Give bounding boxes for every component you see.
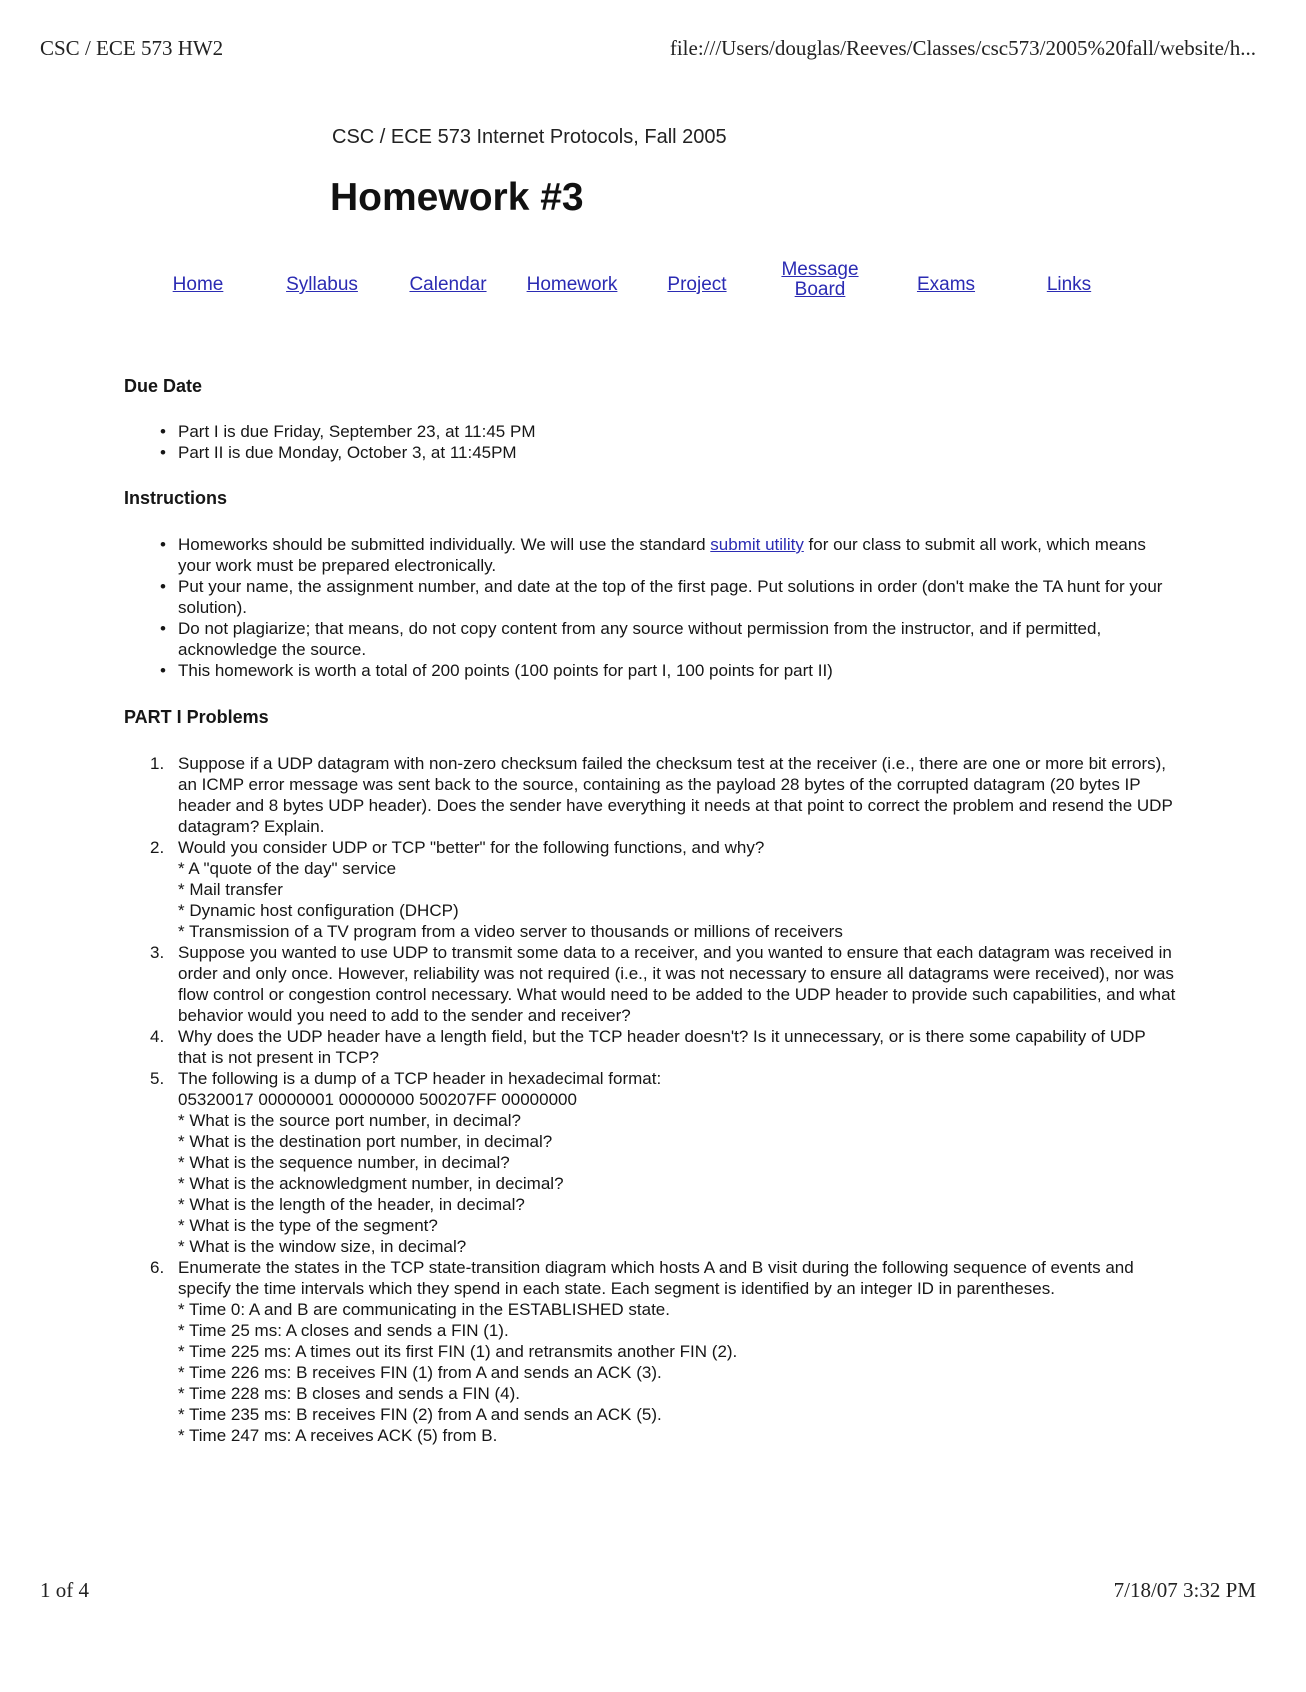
instruction-text: Do not plagiarize; that means, do not copy content from any source without permission from the instructor, and if permitted, acknowledge the source. [178,619,1102,659]
nav-link-message-board[interactable] [765,260,875,300]
problem-subitem: * Time 228 ms: B closes and sends a FIN (4). [178,1384,521,1403]
problem-2 [150,837,1176,942]
course-line: CSC / ECE 573 Internet Protocols, Fall 2005 [332,126,727,148]
bullet: • [160,443,166,462]
problem-subitem: * What is the acknowledgment number, in decimal? [178,1174,564,1193]
nav-link-calendar[interactable]: Calendar [409,274,487,295]
problem-subitem: * What is the length of the header, in decimal? [178,1195,525,1214]
bullet: • [160,619,166,638]
page-count: 1 of 4 [40,1578,89,1602]
due-date-part2: Part II is due Monday, October 3, at 11:45PM [178,443,517,462]
problem-text: The following is a dump of a TCP header in hexadecimal format: [178,1069,662,1088]
part1-heading: PART I Problems [124,707,269,727]
nav-link-home[interactable]: Home [172,274,224,295]
bullet: • [160,661,166,680]
hex-dump: 05320017 00000001 00000000 500207FF 00000000 [178,1090,577,1109]
list-item [160,576,1176,618]
problem-subitem: * What is the type of the segment? [178,1216,438,1235]
problem-subitem: * A "quote of the day" service [178,859,397,878]
problem-subitem: * Transmission of a TV program from a video server to thousands or millions of receivers [178,922,843,941]
instruction-text: for our class to submit all work, which means your work must be prepared electronically. [178,535,1146,575]
bullet: • [160,577,166,596]
nav-link-links[interactable]: Links [1046,274,1092,295]
problem-subitem: * What is the destination port number, in decimal? [178,1132,553,1151]
nav-link-message-board-line2: Board [794,279,846,300]
print-header-url: file:///Users/douglas/Reeves/Classes/csc573/2005%20fall/website/h... [669,36,1256,60]
problem-5 [150,1068,1176,1257]
instructions-heading: Instructions [124,488,228,508]
problem-subitem: * Time 25 ms: A closes and sends a FIN (1). [178,1321,509,1340]
list-item [160,660,1176,681]
problem-text: Why does the UDP header have a length field, but the TCP header doesn't? Is it unnecessary, or is there some capability of UDP that is not present in TCP? [178,1027,1146,1067]
problem-number: 5. [150,1069,165,1088]
due-date-list [124,421,1176,463]
problem-1 [150,753,1176,837]
submit-utility-link[interactable]: submit utility [710,535,804,554]
problem-6 [150,1257,1176,1446]
problem-4 [150,1026,1176,1068]
problem-text: Enumerate the states in the TCP state-transition diagram which hosts A and B visit during the following sequence of events and specify the time intervals which they spend in each state. Each segment is identified by an integer ID in parentheses. [178,1258,1134,1298]
due-date-heading: Due Date [124,376,203,396]
problem-text: Suppose you wanted to use UDP to transmit some data to a receiver, and you wanted to ensure that each datagram was received in order and only once. However, reliability was not required (i.e., it was not necessary to ensure all datagrams were received), nor was flow control or congestion control necessary. What would need to be added to the UDP header to provide such capabilities, and what behavior would you need to add to the sender and receiver? [178,943,1176,1025]
list-item [160,421,1176,442]
nav-bar [130,259,1180,306]
instructions-list [124,534,1176,681]
problem-list [124,753,1176,1446]
nav-link-syllabus[interactable]: Syllabus [286,274,358,295]
nav-link-homework[interactable]: Homework [526,274,618,295]
nav-link-message-board-line1: Message [781,259,859,280]
problem-subitem: * Time 247 ms: A receives ACK (5) from B. [178,1426,498,1445]
problem-subitem: * Time 0: A and B are communicating in the ESTABLISHED state. [178,1300,670,1319]
problem-text: Would you consider UDP or TCP "better" for the following functions, and why? [178,838,765,857]
problem-subitem: * Mail transfer [178,880,283,899]
print-header [40,36,1266,64]
problem-subitem: * Time 226 ms: B receives FIN (1) from A and sends an ACK (3). [178,1363,662,1382]
main-content [124,376,1176,1446]
problem-number: 3. [150,943,165,962]
nav-link-exams[interactable]: Exams [916,274,976,295]
problem-number: 1. [150,754,165,773]
problem-subitem: * Time 225 ms: A times out its first FIN (1) and retransmits another FIN (2). [178,1342,738,1361]
due-date-part1: Part I is due Friday, September 23, at 11:45 PM [178,422,536,441]
print-header-title: CSC / ECE 573 HW2 [40,36,224,60]
instruction-text: Homeworks should be submitted individually. We will use the standard [178,535,711,554]
problem-subitem: * What is the source port number, in decimal? [178,1111,521,1130]
problem-number: 4. [150,1027,165,1046]
instruction-text: Put your name, the assignment number, and date at the top of the first page. Put solutions in order (don't make the TA hunt for your solution). [178,577,1163,617]
problem-subitem: * What is the sequence number, in decimal? [178,1153,510,1172]
bullet: • [160,422,166,441]
list-item [160,534,1176,576]
print-footer [40,1578,1266,1606]
list-item [160,618,1176,660]
nav-link-project[interactable]: Project [667,274,727,295]
problem-number: 2. [150,838,165,857]
problem-number: 6. [150,1258,165,1277]
problem-3 [150,942,1176,1026]
problem-text: Suppose if a UDP datagram with non-zero checksum failed the checksum test at the receiver (i.e., there are one or more bit errors), an ICMP error message was sent back to the source, containing as the payload 28 bytes of the corrupted datagram (20 bytes IP header and 8 bytes UDP header). Does the sender have everything it needs at that point to correct the problem and resend the UDP datagram? Explain. [178,754,1173,836]
instruction-text: This homework is worth a total of 200 points (100 points for part I, 100 points for part II) [178,661,833,680]
problem-subitem: * Dynamic host configuration (DHCP) [178,901,459,920]
problem-subitem: * Time 235 ms: B receives FIN (2) from A and sends an ACK (5). [178,1405,662,1424]
page-title: Homework #3 [330,176,584,219]
problem-subitem: * What is the window size, in decimal? [178,1237,467,1256]
print-timestamp: 7/18/07 3:32 PM [1113,1578,1256,1602]
bullet: • [160,535,166,554]
list-item [160,442,1176,463]
